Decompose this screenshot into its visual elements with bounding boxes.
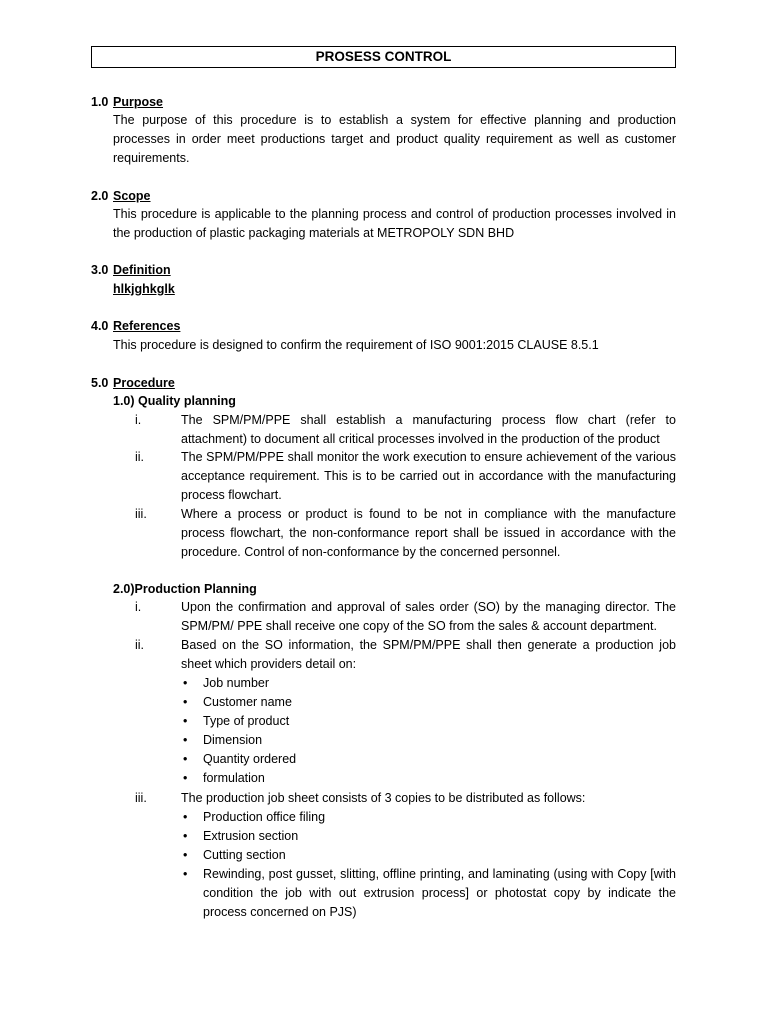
bullet-icon: • [183,771,188,785]
list-item [181,693,676,712]
list-item [181,865,676,922]
bullet-icon: • [183,867,188,881]
item-text: The SPM/PM/PPE shall monitor the work execution to ensure achievement of the various acceptance requirement. This is to be carried out in accordance with the manufacturing process flowchart. [181,450,676,502]
job-sheet-details-list [181,674,676,788]
bullet-icon: • [183,752,188,766]
list-item [181,750,676,769]
document-title: PROSESS CONTROL [91,46,676,68]
references-text: This procedure is designed to confirm the requirement of ISO 9001:2015 CLAUSE 8.5.1 [113,338,599,352]
list-item-text: Extrusion section [203,829,299,843]
purpose-text: The purpose of this procedure is to establish a system for effective planning and production processes in order meet productions target and product quality requirement as well as customer requirements. [113,113,676,165]
list-item-text: Dimension [203,733,263,747]
section-title: Purpose [113,95,164,109]
item-text: The SPM/PM/PPE shall establish a manufacturing process flow chart (refer to attachment) to document all critical processes involved in the production of the product [181,413,676,446]
definition-text: hlkjghkglk [113,282,175,296]
bullet-icon: • [183,714,188,728]
section-number: 3.0 [91,263,109,277]
bullet-icon: • [183,810,188,824]
list-item-text: Production office filing [203,810,326,824]
quality-planning-heading: 1.0) Quality planning [113,394,236,408]
item-text: The production job sheet consists of 3 copies to be distributed as follows: [181,791,586,805]
distribution-list [181,808,676,922]
section-references-heading [91,317,180,335]
item-number: iii. [135,791,147,805]
list-item-text: Rewinding, post gusset, slitting, offline printing, and laminating (using with Copy [with condition the job with out extrusion process] or photostat copy by indicate the process concerned on PJS) [203,867,676,919]
bullet-icon: • [183,848,188,862]
section-number: 1.0 [91,95,109,109]
item-number: ii. [135,450,145,464]
list-item [181,674,676,693]
list-item [181,712,676,731]
bullet-icon: • [183,676,188,690]
section-purpose-heading [91,93,163,111]
item-text: Based on the SO information, the SPM/PM/PPE shall then generate a production job sheet which providers detail on: [181,638,676,671]
section-number: 2.0 [91,189,109,203]
list-item-text: Job number [203,676,270,690]
section-scope-heading [91,187,151,205]
section-definition-heading [91,261,171,279]
item-number: ii. [135,638,145,652]
section-procedure-heading [91,374,175,392]
list-item [181,846,676,865]
section-title: Scope [113,189,151,203]
list-item [181,731,676,750]
list-item [181,769,676,788]
list-item-text: Customer name [203,695,292,709]
list-item-text: Type of product [203,714,290,728]
section-number: 4.0 [91,319,109,333]
bullet-icon: • [183,733,188,747]
item-text: Upon the confirmation and approval of sales order (SO) by the managing director. The SPM/PM/ PPE shall receive one copy of the SO from the sales & account department. [181,600,676,633]
scope-text: This procedure is applicable to the planning process and control of production processes involved in the production of plastic packaging materials at METROPOLY SDN BHD [113,207,676,240]
item-number: i. [135,600,142,614]
section-title: Definition [113,263,171,277]
bullet-icon: • [183,695,188,709]
section-number: 5.0 [91,376,109,390]
list-item-text: Cutting section [203,848,286,862]
section-title: References [113,319,181,333]
item-number: i. [135,413,142,427]
production-planning-heading: 2.0)Production Planning [113,582,257,596]
list-item [181,808,676,827]
section-title: Procedure [113,376,175,390]
item-text: Where a process or product is found to be not in compliance with the manufacture process flowchart, the non-conformance report shall be issued in accordance with the procedure. Control of non-conformance by the concerned personnel. [181,507,676,559]
list-item-text: formulation [203,771,265,785]
item-number: iii. [135,507,147,521]
bullet-icon: • [183,829,188,843]
list-item [181,827,676,846]
list-item-text: Quantity ordered [203,752,297,766]
